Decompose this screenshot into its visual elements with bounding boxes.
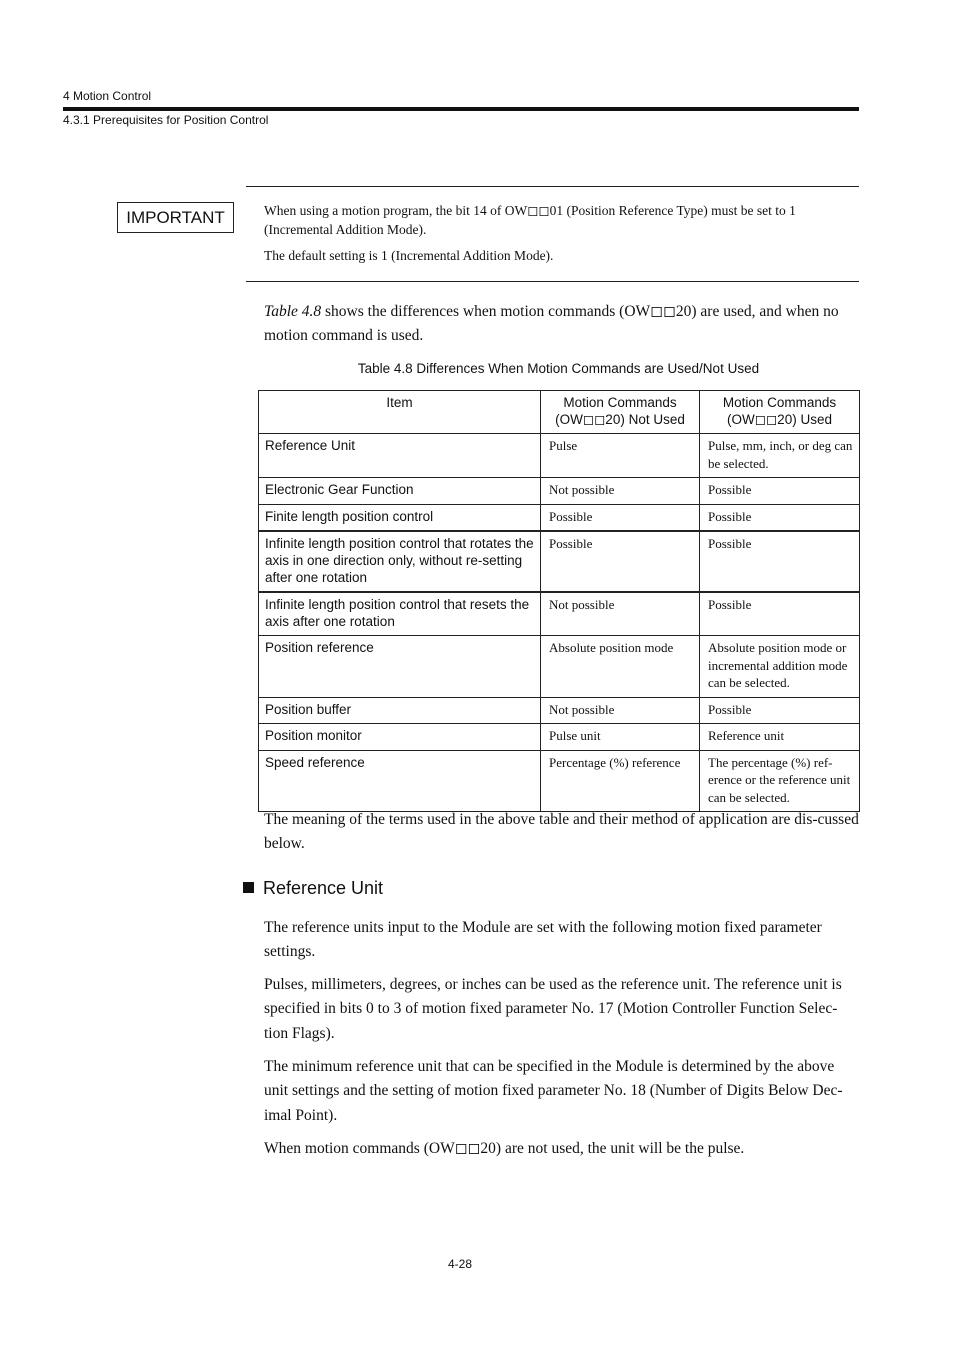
square-bullet-icon [243, 882, 254, 893]
cell-item: Finite length position control [259, 504, 541, 531]
header-used: Motion Commands (OW◻◻20) Used [700, 391, 860, 434]
table-row [259, 636, 860, 698]
cell-item: Position reference [259, 636, 541, 698]
cell-not-used: Possible [541, 504, 700, 531]
body-paragraph: Pulses, millimeters, degrees, or inches can be used as the reference unit. The reference unit is specified in bits 0 to 3 of motion fixed parameter No. 17 (Motion Controller Function Selec-tion Flags). [264, 976, 842, 1042]
intro-text: shows the differences when motion commands (OW◻◻20) are used, and when no motion command is used. [264, 303, 839, 344]
table-row [259, 750, 860, 812]
table-row [259, 504, 860, 531]
cell-not-used: Pulse unit [541, 724, 700, 751]
table-row [259, 531, 860, 592]
cell-not-used: Pulse [541, 434, 700, 478]
cell-used: Reference unit [700, 724, 860, 751]
cell-used: Possible [700, 531, 860, 592]
header-rule [63, 107, 859, 111]
table-row [259, 478, 860, 505]
body-paragraph: The minimum reference unit that can be specified in the Module is determined by the above unit settings and the setting of motion fixed parameter No. 18 (Number of Digits Below Dec-imal Point). [264, 1058, 843, 1124]
table-row [259, 434, 860, 478]
section-header: 4.3.1 Prerequisites for Position Control [63, 113, 269, 127]
body-paragraph: The reference units input to the Module are set with the following motion fixed parameter settings. [264, 919, 822, 961]
cell-used: The percentage (%) ref-erence or the reference unit can be selected. [700, 750, 860, 812]
cell-not-used: Absolute position mode [541, 636, 700, 698]
cell-item: Electronic Gear Function [259, 478, 541, 505]
body-paragraph: When motion commands (OW◻◻20) are not used, the unit will be the pulse. [264, 1140, 745, 1157]
cell-item: Infinite length position control that rotates the axis in one direction only, without re-setting after one rotation [259, 531, 541, 592]
cell-not-used: Not possible [541, 697, 700, 724]
table-reference: Table 4.8 [264, 303, 322, 320]
after-table-paragraph: The meaning of the terms used in the above table and their method of application are dis-cussed below. [264, 811, 859, 852]
table-row [259, 724, 860, 751]
cell-item: Infinite length position control that resets the axis after one rotation [259, 592, 541, 636]
important-bottom-rule [246, 281, 859, 282]
cell-used: Possible [700, 504, 860, 531]
cell-not-used: Percentage (%) reference [541, 750, 700, 812]
chapter-header: 4 Motion Control [63, 89, 152, 103]
table-row [259, 697, 860, 724]
header-not-used: Motion Commands (OW◻◻20) Not Used [541, 391, 700, 434]
cell-used: Absolute position mode or incremental addition mode can be selected. [700, 636, 860, 698]
important-label: IMPORTANT [117, 202, 234, 233]
section-heading [243, 876, 383, 900]
table-header-row [259, 391, 860, 434]
cell-used: Possible [700, 697, 860, 724]
important-text-2: The default setting is 1 (Incremental Addition Mode). [264, 248, 554, 263]
table-caption: Table 4.8 Differences When Motion Commands are Used/Not Used [357, 361, 760, 376]
header-item: Item [259, 391, 541, 434]
cell-item: Position monitor [259, 724, 541, 751]
important-text-1: When using a motion program, the bit 14 of OW◻◻01 (Position Reference Type) must be set to 1 (Incremental Addition Mode). [264, 203, 796, 237]
cell-used: Possible [700, 592, 860, 636]
table-row [259, 592, 860, 636]
cell-item: Position buffer [259, 697, 541, 724]
cell-item: Speed reference [259, 750, 541, 812]
cell-not-used: Not possible [541, 592, 700, 636]
cell-not-used: Possible [541, 531, 700, 592]
cell-used: Pulse, mm, inch, or deg can be selected. [700, 434, 860, 478]
cell-not-used: Not possible [541, 478, 700, 505]
cell-item: Reference Unit [259, 434, 541, 478]
intro-paragraph [264, 300, 860, 348]
differences-table [258, 390, 860, 812]
section-heading-text: Reference Unit [263, 878, 384, 898]
page-number: 4-28 [447, 1257, 473, 1271]
cell-used: Possible [700, 478, 860, 505]
important-top-rule [246, 186, 859, 187]
